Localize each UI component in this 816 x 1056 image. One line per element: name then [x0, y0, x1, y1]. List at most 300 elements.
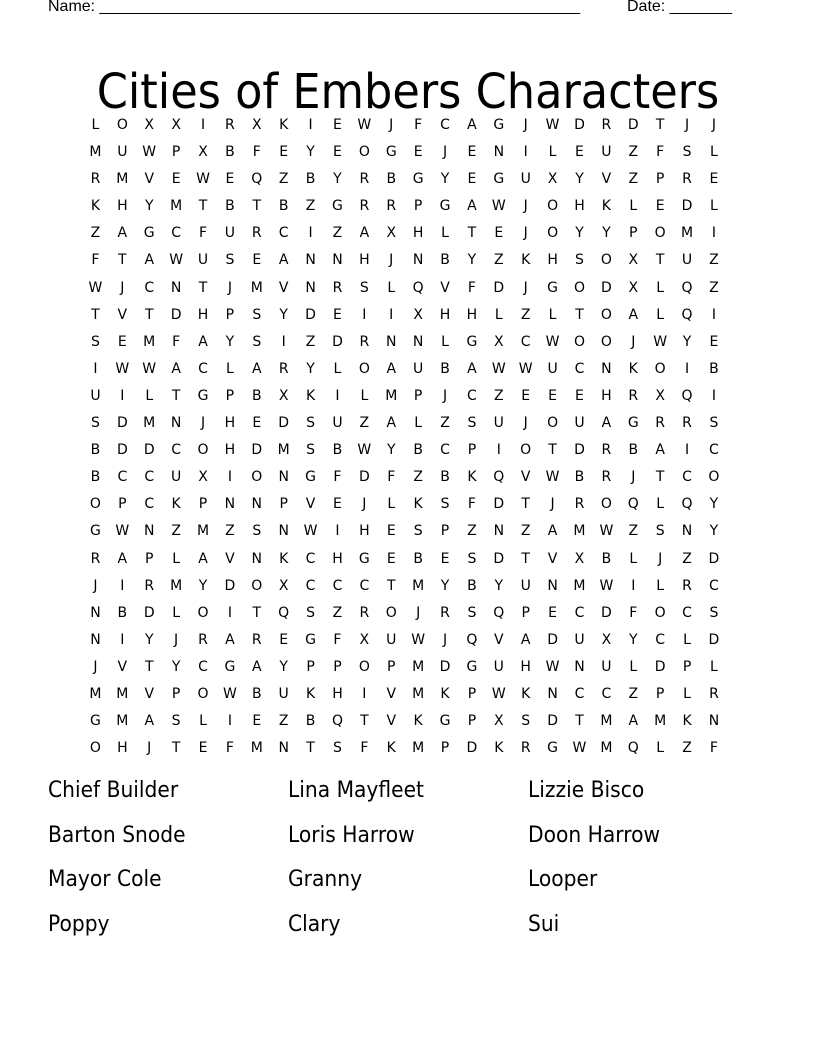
grid-cell[interactable]: B [90, 442, 101, 459]
grid-cell[interactable]: I [227, 713, 232, 730]
grid-cell[interactable]: U [547, 360, 558, 377]
grid-cell[interactable]: K [601, 198, 611, 215]
grid-cell[interactable]: S [655, 523, 665, 540]
grid-cell[interactable]: N [143, 523, 155, 540]
grid-cell[interactable]: P [413, 387, 423, 404]
grid-cell[interactable]: P [655, 171, 665, 188]
grid-cell[interactable]: M [116, 171, 129, 188]
grid-cell[interactable]: U [170, 469, 182, 486]
grid-cell[interactable]: F [198, 225, 208, 242]
grid-cell[interactable]: S [306, 604, 316, 621]
grid-cell[interactable]: S [682, 144, 692, 161]
grid-cell[interactable]: B [225, 144, 235, 161]
grid-cell[interactable]: D [116, 442, 128, 459]
grid-cell[interactable]: Z [171, 523, 181, 540]
grid-cell[interactable]: E [333, 306, 342, 323]
grid-cell[interactable]: P [225, 306, 235, 323]
grid-cell[interactable]: H [117, 740, 128, 757]
grid-cell[interactable]: L [225, 360, 234, 377]
grid-cell[interactable]: Z [332, 604, 343, 621]
grid-cell[interactable]: L [172, 550, 181, 567]
grid-cell[interactable]: T [360, 713, 369, 730]
grid-cell[interactable]: W [545, 333, 560, 350]
grid-cell[interactable]: M [654, 713, 667, 730]
grid-cell[interactable]: B [413, 550, 423, 567]
grid-cell[interactable]: E [413, 144, 423, 161]
grid-cell[interactable]: V [117, 658, 128, 675]
grid-cell[interactable]: M [573, 577, 586, 594]
grid-cell[interactable]: G [385, 144, 397, 161]
grid-cell[interactable]: D [358, 469, 370, 486]
grid-cell[interactable]: L [656, 740, 665, 757]
grid-cell[interactable]: D [600, 279, 612, 296]
grid-cell[interactable]: A [467, 117, 477, 133]
grid-cell[interactable]: V [547, 550, 558, 567]
grid-cell[interactable]: N [305, 279, 316, 296]
grid-cell[interactable]: A [655, 442, 665, 459]
grid-cell[interactable]: T [521, 496, 530, 513]
grid-cell[interactable]: O [547, 198, 559, 215]
grid-cell[interactable]: C [574, 360, 585, 377]
grid-cell[interactable]: Q [681, 387, 693, 404]
grid-cell[interactable]: T [252, 604, 262, 621]
grid-cell[interactable]: W [142, 144, 157, 161]
grid-cell[interactable]: Z [628, 523, 639, 540]
grid-cell[interactable]: P [467, 713, 477, 730]
grid-cell[interactable]: E [386, 550, 396, 567]
grid-cell[interactable]: V [386, 685, 397, 702]
grid-cell[interactable]: L [629, 658, 638, 675]
grid-cell[interactable]: S [252, 523, 262, 540]
grid-cell[interactable]: W [518, 360, 533, 377]
grid-cell[interactable]: R [601, 442, 612, 459]
grid-cell[interactable]: W [169, 252, 184, 269]
grid-cell[interactable]: Z [305, 198, 316, 215]
grid-cell[interactable]: Y [225, 333, 235, 350]
grid-cell[interactable]: Q [251, 171, 263, 188]
grid-cell[interactable]: F [467, 496, 476, 513]
grid-cell[interactable]: P [413, 198, 423, 215]
grid-cell[interactable]: X [198, 469, 208, 486]
grid-cell[interactable]: D [493, 496, 505, 513]
grid-cell[interactable]: B [90, 469, 101, 486]
grid-cell[interactable]: E [655, 198, 665, 215]
grid-cell[interactable]: P [682, 658, 692, 675]
grid-cell[interactable]: W [88, 279, 103, 296]
grid-cell[interactable]: S [709, 415, 719, 432]
grid-cell[interactable]: J [631, 333, 636, 350]
grid-cell[interactable]: K [386, 740, 396, 757]
grid-cell[interactable]: P [171, 144, 181, 161]
grid-cell[interactable]: B [305, 713, 316, 730]
grid-cell[interactable]: I [120, 387, 125, 404]
grid-cell[interactable]: T [386, 577, 396, 594]
grid-cell[interactable]: H [224, 415, 236, 432]
grid-cell[interactable]: I [711, 387, 716, 404]
grid-cell[interactable]: O [116, 117, 128, 133]
grid-cell[interactable]: O [251, 469, 263, 486]
grid-cell[interactable]: C [332, 577, 343, 594]
grid-cell[interactable]: X [359, 631, 370, 648]
grid-cell[interactable]: C [171, 442, 181, 459]
grid-cell[interactable]: S [359, 279, 369, 296]
grid-cell[interactable]: L [710, 658, 718, 675]
grid-cell[interactable]: C [440, 117, 450, 133]
grid-cell[interactable]: I [227, 469, 232, 486]
grid-cell[interactable]: G [466, 658, 478, 675]
grid-cell[interactable]: O [547, 225, 559, 242]
grid-cell[interactable]: J [389, 117, 394, 133]
grid-cell[interactable]: A [467, 198, 477, 215]
grid-cell[interactable]: O [708, 469, 720, 486]
grid-cell[interactable]: L [441, 333, 449, 350]
grid-cell[interactable]: K [305, 387, 316, 404]
grid-cell[interactable]: R [520, 740, 531, 757]
grid-cell[interactable]: Z [520, 523, 531, 540]
grid-cell[interactable]: S [467, 550, 477, 567]
grid-cell[interactable]: J [442, 631, 448, 648]
grid-cell[interactable]: E [252, 713, 262, 730]
grid-cell[interactable]: F [91, 252, 100, 269]
grid-cell[interactable]: N [224, 496, 236, 513]
grid-cell[interactable]: R [359, 604, 370, 621]
grid-cell[interactable]: L [629, 198, 638, 215]
grid-cell[interactable]: P [655, 685, 665, 702]
grid-cell[interactable]: I [362, 685, 367, 702]
grid-cell[interactable]: J [442, 387, 448, 404]
grid-cell[interactable]: J [174, 631, 179, 648]
grid-cell[interactable]: P [387, 658, 396, 675]
grid-cell[interactable]: W [599, 577, 614, 594]
grid-cell[interactable]: O [654, 604, 666, 621]
grid-cell[interactable]: C [305, 550, 316, 567]
grid-cell[interactable]: W [491, 198, 506, 215]
grid-cell[interactable]: Y [306, 144, 315, 161]
grid-cell[interactable]: C [144, 496, 155, 513]
grid-cell[interactable]: W [491, 360, 506, 377]
grid-cell[interactable]: V [144, 171, 155, 188]
grid-cell[interactable]: Z [359, 415, 370, 432]
grid-cell[interactable]: J [523, 117, 528, 133]
grid-cell[interactable]: B [440, 252, 450, 269]
grid-cell[interactable]: D [116, 415, 128, 432]
grid-cell[interactable]: L [683, 685, 691, 702]
grid-cell[interactable]: R [655, 415, 666, 432]
grid-cell[interactable]: X [251, 117, 262, 133]
grid-cell[interactable]: M [412, 685, 425, 702]
grid-cell[interactable]: X [386, 225, 397, 242]
grid-cell[interactable]: E [575, 144, 584, 161]
grid-cell[interactable]: I [684, 360, 690, 377]
grid-cell[interactable]: P [467, 685, 477, 702]
grid-cell[interactable]: K [467, 469, 477, 486]
grid-cell[interactable]: G [143, 225, 155, 242]
grid-cell[interactable]: X [655, 387, 665, 404]
grid-cell[interactable]: K [494, 740, 504, 757]
grid-cell[interactable]: L [387, 279, 396, 296]
grid-cell[interactable]: D [493, 279, 505, 296]
grid-cell[interactable]: K [90, 198, 101, 215]
grid-cell[interactable]: T [467, 225, 477, 242]
grid-cell[interactable]: G [224, 658, 236, 675]
grid-cell[interactable]: R [574, 496, 585, 513]
grid-cell[interactable]: N [170, 415, 182, 432]
grid-cell[interactable]: J [631, 469, 636, 486]
grid-cell[interactable]: K [305, 685, 316, 702]
grid-cell[interactable]: X [494, 333, 504, 350]
grid-cell[interactable]: E [171, 171, 181, 188]
grid-cell[interactable]: D [681, 198, 693, 215]
grid-cell[interactable]: I [281, 333, 286, 350]
grid-cell[interactable]: U [90, 387, 101, 404]
grid-cell[interactable]: B [251, 387, 262, 404]
grid-cell[interactable]: I [684, 442, 690, 459]
grid-cell[interactable]: A [144, 713, 155, 730]
grid-cell[interactable]: L [145, 387, 154, 404]
grid-cell[interactable]: X [547, 171, 558, 188]
grid-cell[interactable]: Z [520, 306, 531, 323]
grid-cell[interactable]: V [601, 171, 612, 188]
grid-cell[interactable]: C [305, 577, 316, 594]
grid-cell[interactable]: K [628, 360, 638, 377]
grid-cell[interactable]: M [412, 740, 425, 757]
grid-cell[interactable]: P [145, 550, 154, 567]
grid-cell[interactable]: Z [709, 252, 719, 269]
grid-cell[interactable]: O [89, 740, 101, 757]
grid-cell[interactable]: Y [602, 225, 611, 242]
grid-cell[interactable]: S [225, 252, 235, 269]
grid-cell[interactable]: B [601, 550, 612, 567]
grid-cell[interactable]: P [467, 442, 477, 459]
grid-cell[interactable]: J [523, 225, 528, 242]
grid-cell[interactable]: L [199, 713, 207, 730]
grid-cell[interactable]: I [389, 306, 394, 323]
grid-cell[interactable]: H [574, 198, 585, 215]
grid-cell[interactable]: V [494, 631, 504, 648]
grid-cell[interactable]: J [442, 144, 448, 161]
grid-cell[interactable]: G [547, 740, 559, 757]
grid-cell[interactable]: O [197, 685, 209, 702]
grid-cell[interactable]: Z [494, 387, 504, 404]
grid-cell[interactable]: Z [440, 415, 450, 432]
grid-cell[interactable]: J [362, 496, 367, 513]
grid-cell[interactable]: R [144, 577, 155, 594]
grid-cell[interactable]: U [278, 685, 289, 702]
grid-cell[interactable]: L [656, 306, 665, 323]
grid-cell[interactable]: P [333, 658, 342, 675]
grid-cell[interactable]: D [547, 631, 558, 648]
grid-cell[interactable]: G [439, 198, 451, 215]
grid-cell[interactable]: S [709, 604, 719, 621]
grid-cell[interactable]: H [601, 387, 612, 404]
grid-cell[interactable]: I [711, 225, 716, 242]
grid-cell[interactable]: U [574, 631, 585, 648]
grid-cell[interactable]: J [550, 496, 555, 513]
grid-cell[interactable]: N [547, 685, 558, 702]
grid-cell[interactable]: O [573, 333, 585, 350]
grid-cell[interactable]: D [170, 306, 182, 323]
grid-cell[interactable]: D [708, 550, 720, 567]
grid-cell[interactable]: Z [332, 225, 343, 242]
grid-cell[interactable]: Z [709, 279, 719, 296]
grid-cell[interactable]: M [196, 523, 210, 540]
grid-cell[interactable]: S [333, 740, 342, 757]
grid-cell[interactable]: S [171, 713, 181, 730]
grid-cell[interactable]: N [493, 144, 505, 161]
grid-cell[interactable]: Y [171, 658, 181, 675]
grid-cell[interactable]: Z [628, 171, 639, 188]
grid-cell[interactable]: K [413, 496, 423, 513]
grid-cell[interactable]: I [362, 306, 367, 323]
grid-cell[interactable]: M [89, 685, 102, 702]
grid-cell[interactable]: B [305, 171, 316, 188]
grid-cell[interactable]: D [278, 415, 290, 432]
grid-cell[interactable]: O [251, 577, 263, 594]
grid-cell[interactable]: A [467, 360, 477, 377]
grid-cell[interactable]: F [252, 144, 261, 161]
grid-cell[interactable]: I [200, 117, 206, 133]
grid-cell[interactable]: J [416, 604, 421, 621]
grid-cell[interactable]: T [171, 387, 181, 404]
grid-cell[interactable]: V [520, 469, 531, 486]
grid-cell[interactable]: H [359, 523, 370, 540]
grid-cell[interactable]: Q [331, 713, 343, 730]
grid-cell[interactable]: A [171, 360, 181, 377]
grid-cell[interactable]: N [574, 658, 585, 675]
grid-cell[interactable]: W [142, 360, 157, 377]
grid-cell[interactable]: M [250, 279, 263, 296]
grid-cell[interactable]: M [250, 740, 263, 757]
grid-cell[interactable]: X [171, 117, 181, 133]
grid-cell[interactable]: F [629, 604, 638, 621]
grid-cell[interactable]: N [708, 713, 720, 730]
grid-cell[interactable]: D [574, 442, 585, 459]
grid-cell[interactable]: I [631, 577, 636, 594]
grid-cell[interactable]: S [575, 252, 584, 269]
grid-cell[interactable]: L [172, 604, 181, 621]
grid-cell[interactable]: R [359, 198, 370, 215]
grid-cell[interactable]: U [601, 658, 612, 675]
grid-cell[interactable]: T [198, 279, 208, 296]
grid-cell[interactable]: X [601, 631, 612, 648]
grid-cell[interactable]: Q [681, 306, 693, 323]
grid-cell[interactable]: H [412, 225, 424, 242]
grid-cell[interactable]: M [600, 713, 613, 730]
grid-cell[interactable]: E [494, 225, 504, 242]
grid-cell[interactable]: D [600, 604, 612, 621]
grid-cell[interactable]: P [198, 496, 208, 513]
grid-cell[interactable]: S [467, 604, 477, 621]
grid-cell[interactable]: H [439, 306, 451, 323]
grid-cell[interactable]: M [170, 198, 183, 215]
grid-cell[interactable]: N [251, 496, 263, 513]
grid-cell[interactable]: Z [494, 252, 504, 269]
grid-cell[interactable]: E [333, 496, 342, 513]
grid-cell[interactable]: C [601, 685, 612, 702]
grid-cell[interactable]: V [440, 279, 450, 296]
grid-cell[interactable]: W [115, 360, 130, 377]
grid-cell[interactable]: C [709, 577, 719, 594]
grid-cell[interactable]: I [120, 577, 125, 594]
grid-cell[interactable]: S [306, 442, 316, 459]
grid-cell[interactable]: M [600, 740, 613, 757]
grid-cell[interactable]: J [93, 577, 98, 594]
grid-cell[interactable]: P [118, 496, 127, 513]
grid-cell[interactable]: Q [278, 604, 290, 621]
grid-cell[interactable]: R [682, 171, 692, 188]
grid-cell[interactable]: H [547, 252, 558, 269]
grid-cell[interactable]: K [521, 685, 531, 702]
grid-cell[interactable]: O [654, 360, 666, 377]
grid-cell[interactable]: G [305, 469, 316, 486]
grid-cell[interactable]: J [389, 252, 394, 269]
grid-cell[interactable]: O [358, 360, 370, 377]
grid-cell[interactable]: N [601, 360, 612, 377]
grid-cell[interactable]: U [332, 415, 343, 432]
grid-cell[interactable]: A [386, 360, 397, 377]
grid-cell[interactable]: G [466, 333, 478, 350]
grid-cell[interactable]: X [628, 252, 639, 269]
grid-cell[interactable]: B [574, 469, 585, 486]
grid-cell[interactable]: E [198, 740, 208, 757]
grid-cell[interactable]: N [547, 577, 558, 594]
grid-cell[interactable]: D [708, 631, 720, 648]
grid-cell[interactable]: T [252, 198, 262, 215]
grid-cell[interactable]: G [439, 713, 451, 730]
grid-cell[interactable]: O [547, 415, 559, 432]
grid-cell[interactable]: P [306, 658, 315, 675]
grid-cell[interactable]: A [359, 225, 370, 242]
grid-cell[interactable]: O [600, 252, 612, 269]
grid-cell[interactable]: D [574, 117, 585, 133]
grid-cell[interactable]: F [333, 469, 342, 486]
grid-cell[interactable]: Z [413, 469, 423, 486]
grid-cell[interactable]: T [521, 550, 530, 567]
grid-cell[interactable]: J [523, 279, 528, 296]
grid-cell[interactable]: L [360, 387, 369, 404]
grid-cell[interactable]: R [90, 550, 101, 567]
grid-cell[interactable]: N [90, 604, 101, 621]
grid-cell[interactable]: N [332, 252, 343, 269]
grid-cell[interactable]: V [386, 713, 397, 730]
grid-cell[interactable]: R [251, 631, 262, 648]
grid-cell[interactable]: C [682, 604, 692, 621]
grid-cell[interactable]: R [709, 685, 719, 702]
grid-cell[interactable]: B [117, 604, 128, 621]
grid-cell[interactable]: D [224, 577, 236, 594]
grid-cell[interactable]: C [359, 577, 370, 594]
grid-cell[interactable]: G [547, 279, 559, 296]
grid-cell[interactable]: X [198, 144, 208, 161]
grid-cell[interactable]: J [200, 415, 206, 432]
grid-cell[interactable]: P [279, 496, 288, 513]
grid-cell[interactable]: C [278, 225, 289, 242]
grid-cell[interactable]: C [655, 631, 666, 648]
grid-cell[interactable]: P [629, 225, 638, 242]
grid-cell[interactable]: F [709, 740, 718, 757]
grid-cell[interactable]: Y [306, 360, 315, 377]
grid-cell[interactable]: E [333, 117, 342, 133]
grid-cell[interactable]: X [278, 387, 289, 404]
grid-cell[interactable]: H [466, 306, 478, 323]
grid-cell[interactable]: Q [412, 279, 424, 296]
grid-cell[interactable]: I [93, 360, 98, 377]
grid-cell[interactable]: K [171, 496, 181, 513]
grid-cell[interactable]: K [413, 713, 423, 730]
grid-cell[interactable]: B [440, 469, 450, 486]
grid-cell[interactable]: Q [627, 496, 639, 513]
grid-cell[interactable]: H [224, 442, 236, 459]
